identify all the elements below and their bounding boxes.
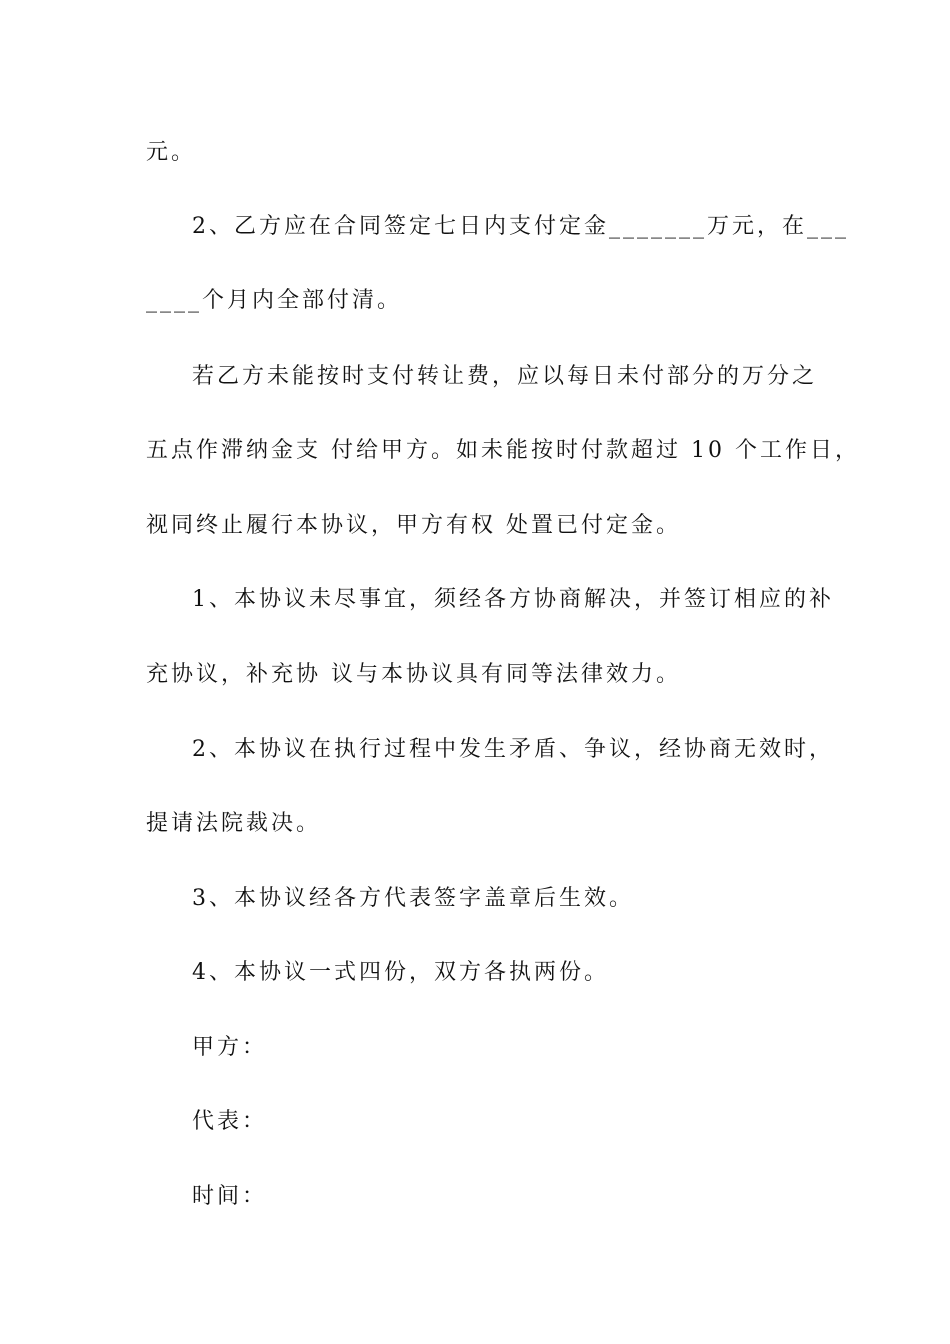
text-line: ____个月内全部付清。 — [146, 288, 403, 313]
text-line: 4、本协议一式四份，双方各执两份。 — [192, 960, 609, 985]
signature-date-label: 时间： — [192, 1184, 268, 1209]
text-line: 1、本协议未尽事宜，须经各方协商解决，并签订相应的补 — [192, 587, 834, 612]
text-line: 充协议，补充协 议与本协议具有同等法律效力。 — [146, 662, 681, 687]
text-line: 元。 — [146, 140, 197, 165]
text-line: 若乙方未能按时支付转让费，应以每日未付部分的万分之 — [192, 364, 818, 389]
signature-representative-label: 代表： — [192, 1109, 268, 1134]
text-line: 2、本协议在执行过程中发生矛盾、争议，经协商无效时， — [192, 737, 834, 762]
text-line: 视同终止履行本协议，甲方有权 处置已付定金。 — [146, 513, 681, 538]
signature-party-a-label: 甲方： — [192, 1035, 268, 1060]
text-line: 2、乙方应在合同签定七日内支付定金_______万元，在___ — [192, 214, 849, 239]
text-line: 提请法院裁决。 — [146, 811, 322, 836]
text-line: 3、本协议经各方代表签字盖章后生效。 — [192, 886, 634, 911]
text-line: 五点作滞纳金支 付给甲方。如未能按时付款超过 10 个工作日， — [146, 438, 860, 463]
